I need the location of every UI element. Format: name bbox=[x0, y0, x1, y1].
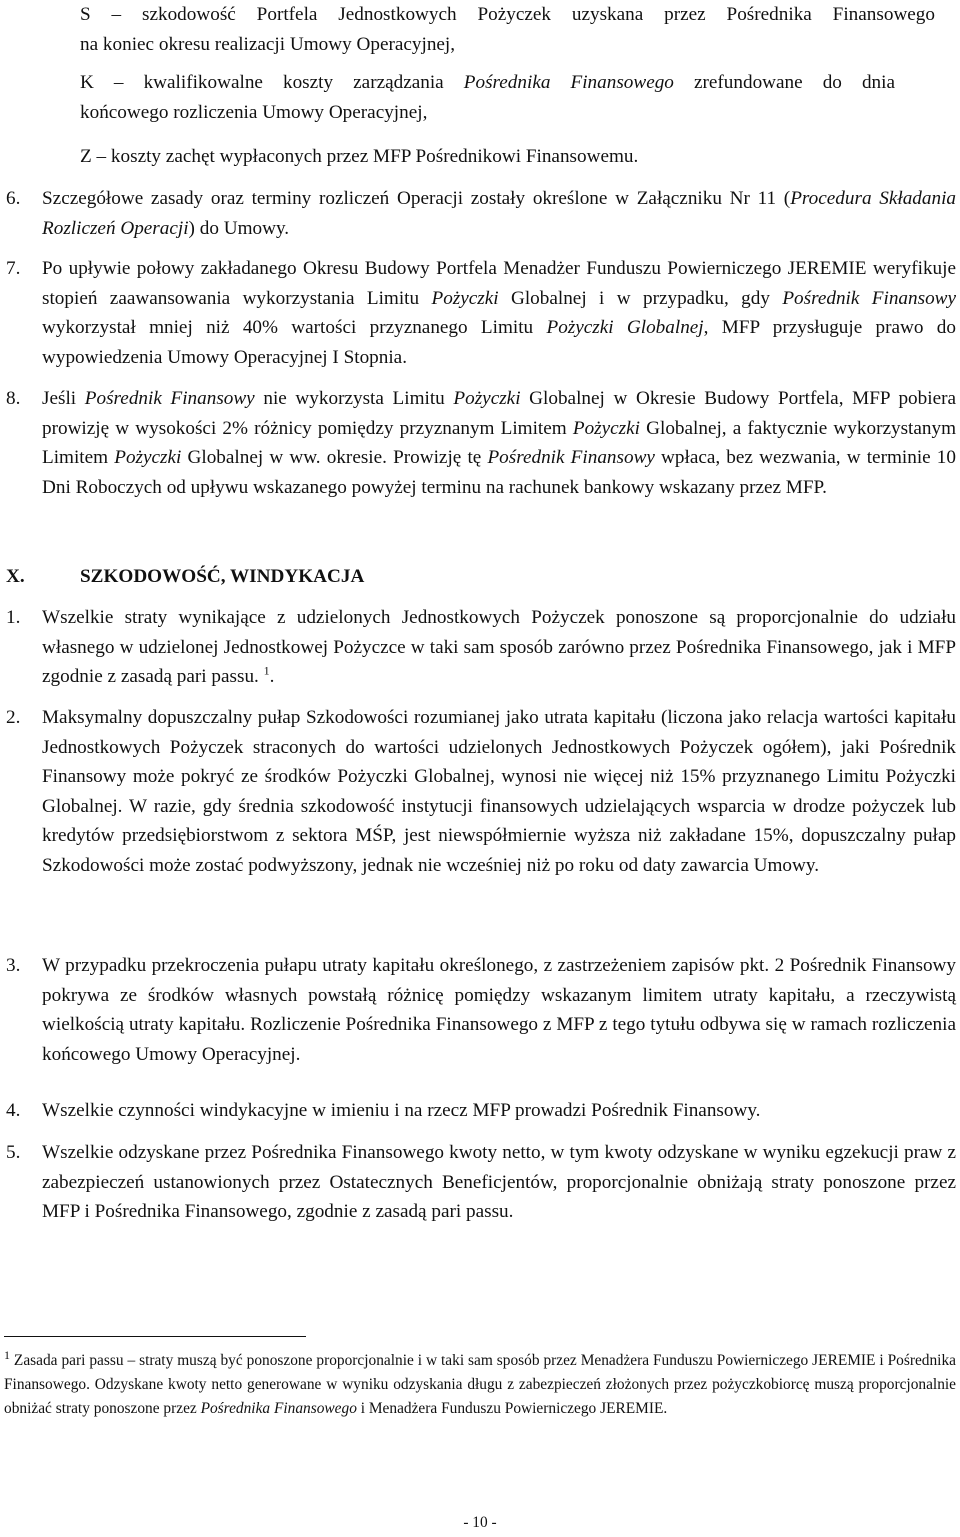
item-8-number: 8. bbox=[6, 388, 21, 409]
item-6-text: Szczegółowe zasady oraz terminy rozliczeń Operacji zostały określone w Załączniku Nr 11 (Procedura Składania Rozliczeń Operacji) do Umowy. bbox=[42, 188, 956, 239]
section-number: X. bbox=[6, 566, 25, 587]
definition-s-line1: S – szkodowość Portfela Jednostkowych Pożyczek uzyskana przez Pośrednika Finansowego bbox=[80, 4, 935, 25]
item-1-text: Wszelkie straty wynikające z udzielonych Jednostkowych Pożyczek ponoszone są proporcjonalnie do udziału własnego w udzielonej Jednostkowej Pożyczce w taki sam sposób zarówno przez Pośrednika Finansowego, jak i MFP zgodnie z zasadą pari passu. $^1$. bbox=[42, 607, 956, 687]
definition-k-line1: K – kwalifikowalne koszty zarządzania Pośrednika Finansowego zrefundowane do dnia bbox=[80, 72, 895, 93]
item-7-number: 7. bbox=[6, 258, 21, 279]
item-2-text: Maksymalny dopuszczalny pułap Szkodowości rozumianej jako utrata kapitału (liczona jako relacja wartości kapitału Jednostkowych Pożyczek straconych do wartości udzielonych Jednostkowych Pożyczek ogółem), jaki Pośrednik Finansowy może pokryć ze środków Pożyczki Globalnej, wynosi nie więcej niż 15% przyznanego Limitu Pożyczki Globalnej. W razie, gdy średnia szkodowość instytucji finansowych udzielających wsparcia w drodze pożyczek lub kredytów przedsiębiorstwom z sektora MŚP, jest niewspółmiernie wyższa niż zakładane 15%, dopuszczalny pułap Szkodowości może zostać podwyższony, jednak nie wcześniej niż po roku od daty zawarcia Umowy. bbox=[42, 707, 956, 876]
item-7-text: Po upływie połowy zakładanego Okresu Budowy Portfela Menadżer Funduszu Powierniczego JEREMIE weryfikuje stopień zaawansowania wykorzystania Limitu Pożyczki Globalnej i w przypadku, gdy Pośrednik Finansowy wykorzystał mniej niż 40% wartości przyznanego Limitu Pożyczki Globalnej, MFP przysługuje prawo do wypowiedzenia Umowy Operacyjnej I Stopnia. bbox=[42, 258, 956, 368]
footnote-reference: 1 bbox=[263, 663, 270, 678]
item-8-text: Jeśli Pośrednik Finansowy nie wykorzysta Limitu Pożyczki Globalnej w Okresie Budowy Portfela, MFP pobiera prowizję w wysokości 2% różnicy pomiędzy przyznanym Limitem Pożyczki Globalnej, a faktycznie wykorzystanym Limitem Pożyczki Globalnej w ww. okresie. Prowizję tę Pośrednik Finansowy wpłaca, bez wezwania, w terminie 10 Dni Roboczych od upływu wskazanego powyżej terminu na rachunek bankowy wskazany przez MFP. bbox=[42, 388, 956, 498]
item-5-text: Wszelkie odzyskane przez Pośrednika Finansowego kwoty netto, w tym kwoty odzyskane w wyniku egzekucji praw z zabezpieczeń ustanowionych przez Ostatecznych Beneficjentów, proporcjonalnie obniżają straty ponoszone przez MFP i Pośrednika Finansowego, zgodnie z zasadą pari passu. bbox=[42, 1142, 956, 1222]
section-title: SZKODOWOŚĆ, WINDYKACJA bbox=[80, 566, 365, 587]
item-4-number: 4. bbox=[6, 1100, 21, 1121]
definition-s-line2: na koniec okresu realizacji Umowy Operacyjnej, bbox=[80, 34, 456, 55]
footnote-mark: 1 bbox=[4, 1347, 10, 1362]
page-number: - 10 - bbox=[463, 1514, 497, 1531]
footnote-separator bbox=[4, 1336, 306, 1337]
item-3-text: W przypadku przekroczenia pułapu utraty kapitału określonego, z zastrzeżeniem zapisów pkt. 2 Pośrednik Finansowy pokrywa ze środków własnych powstałą różnicę pomiędzy wskazanym limitem utraty kapitału, a rzeczywistą wielkością utraty kapitału. Rozliczenie Pośrednika Finansowego z MFP z tego tytułu odbywa się w ramach rozliczenia końcowego Umowy Operacyjnej. bbox=[42, 955, 956, 1065]
item-1-number: 1. bbox=[6, 607, 21, 628]
item-4-text: Wszelkie czynności windykacyjne w imieniu i na rzecz MFP prowadzi Pośrednik Finansowy. bbox=[42, 1100, 761, 1121]
item-5-number: 5. bbox=[6, 1142, 21, 1163]
definition-z: Z – koszty zachęt wypłaconych przez MFP Pośrednikowi Finansowemu. bbox=[80, 146, 639, 167]
footnote-text: $^1$ Zasada pari passu – straty muszą być ponoszone proporcjonalnie i w taki sam sposób przez Menadżera Funduszu Powierniczego JEREMIE i Pośrednika Finansowego. Odzyskane kwoty netto generowane w wyniku odzyskania długu z zabezpieczeń złożonych przez pożyczkobiorcę muszą proporcjonalnie obniżać straty ponoszone przez Pośrednika Finansowego i Menadżera Funduszu Powierniczego JEREMIE. bbox=[4, 1347, 956, 1417]
item-6-number: 6. bbox=[6, 188, 21, 209]
item-3-number: 3. bbox=[6, 955, 21, 976]
definition-k-line2: końcowego rozliczenia Umowy Operacyjnej, bbox=[80, 102, 428, 123]
item-2-number: 2. bbox=[6, 707, 21, 728]
